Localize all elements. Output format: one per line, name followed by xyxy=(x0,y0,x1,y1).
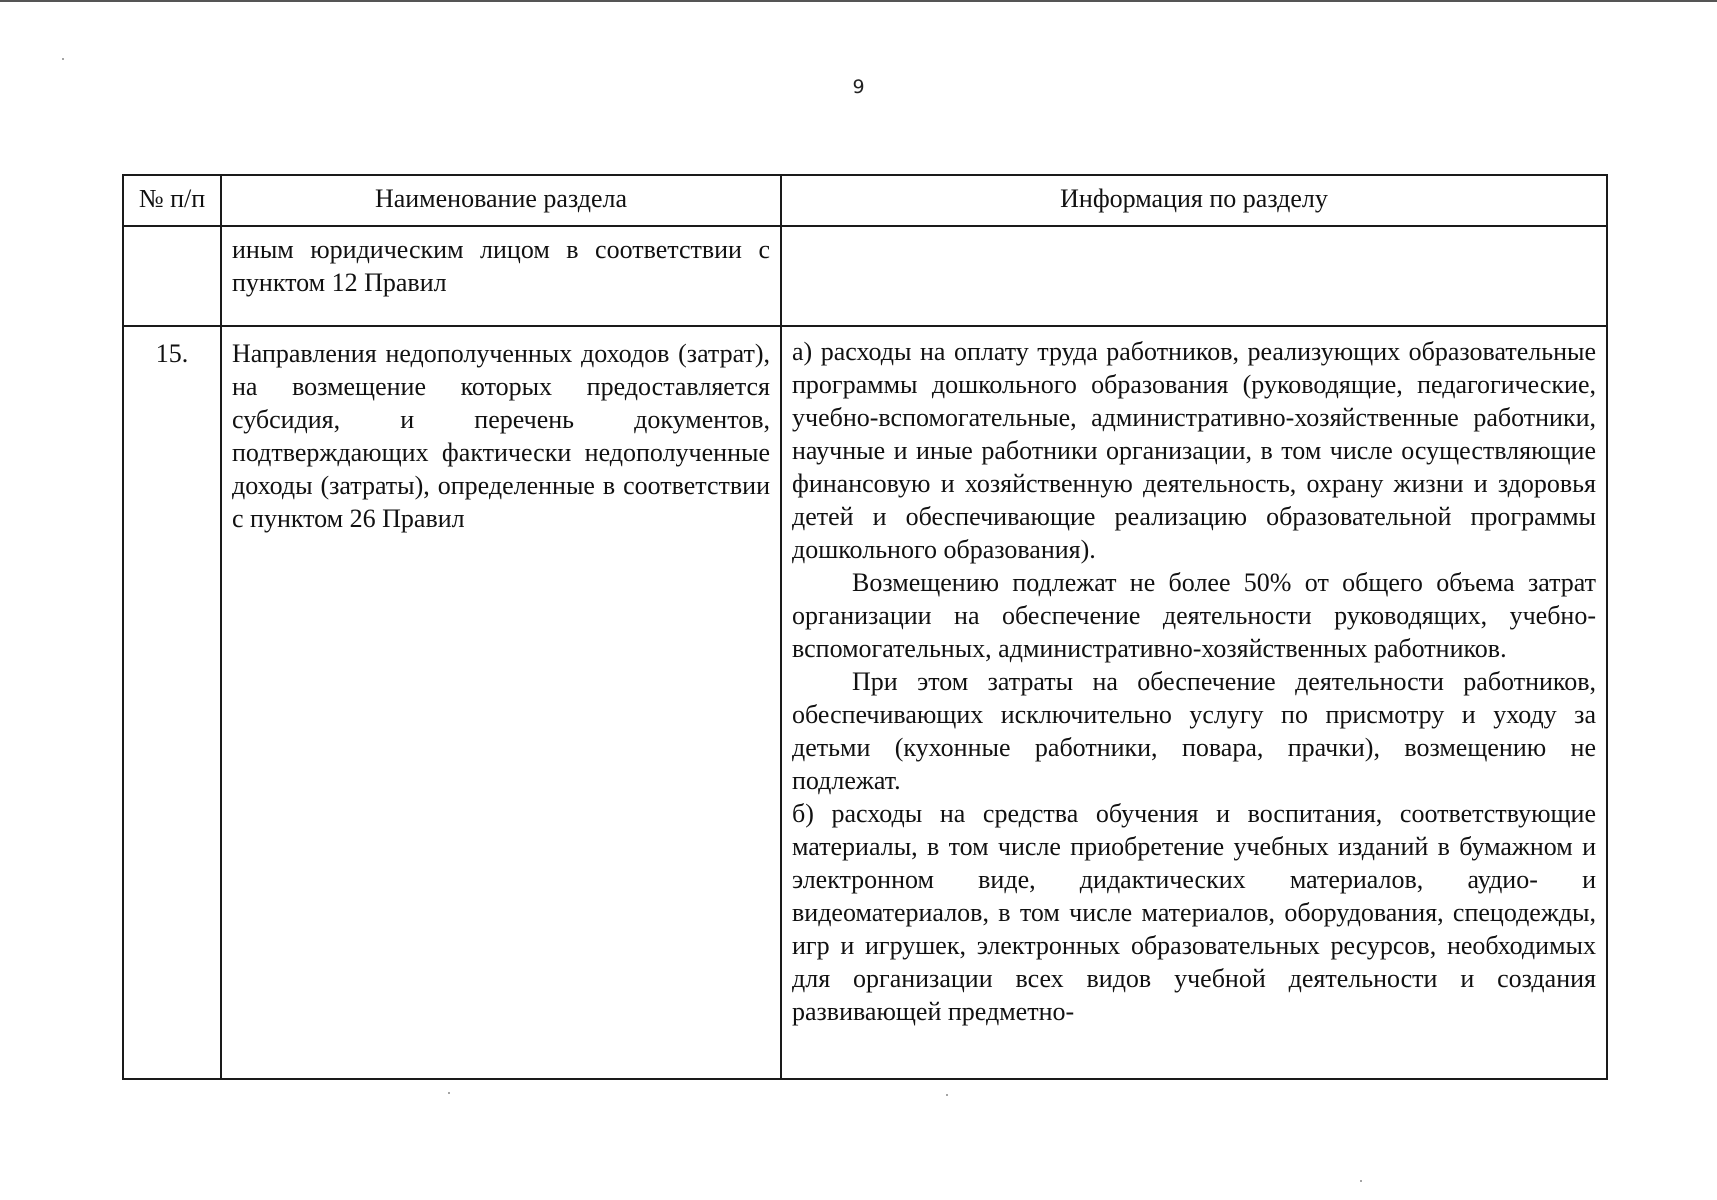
table-row xyxy=(123,326,1607,1079)
document-table xyxy=(122,174,1608,1080)
row-info-cell xyxy=(781,226,1607,326)
header-num: № п/п xyxy=(123,175,221,226)
header-section-name: Наименование раздела xyxy=(221,175,781,226)
scan-speck xyxy=(946,1094,948,1096)
table-row xyxy=(123,226,1607,326)
info-paragraph: При этом затраты на обеспечение деятельности работников, обеспечивающих исключительно услугу по присмотру и уходу за детьми (кухонные работники, повара, прачки), возмещению не подлежат. xyxy=(792,667,1596,795)
scan-top-edge xyxy=(0,0,1717,2)
scan-speck xyxy=(448,1092,450,1094)
scan-speck xyxy=(1360,1180,1362,1182)
row-num-cell: 15. xyxy=(123,326,221,1079)
row-name-cell xyxy=(221,226,781,326)
table-header-row xyxy=(123,175,1607,226)
row-num-cell xyxy=(123,226,221,326)
scan-speck xyxy=(62,58,64,60)
info-paragraph: а) расходы на оплату труда работников, реализующих образовательные программы дошкольного образования (руководящие, педагогические, учебно-вспомогательные, административно-хозяйственные работники, научные и иные работники организации, в том числе осуществляющие финансовую и хозяйственную деятельность, охрану жизни и здоровья детей и обеспечивающие реализацию образовательной программы дошкольного образования). xyxy=(792,337,1596,564)
row-name-text: иным юридическим лицом в соответствии с пунктом 12 Правил xyxy=(232,235,770,297)
header-section-info: Информация по разделу xyxy=(781,175,1607,226)
info-paragraph: б) расходы на средства обучения и воспитания, соответствующие материалы, в том числе приобретение учебных изданий в бумажном и электронном виде, дидактических материалов, аудио- и видеоматериалов, в том числе материалов, оборудования, спецодежды, игр и игрушек, электронных образовательных ресурсов, необходимых для организации всех видов учебной деятельности и создания развивающей предметно- xyxy=(792,799,1596,1026)
page-number: 9 xyxy=(852,76,865,98)
row-info-cell xyxy=(781,326,1607,1079)
row-name-text: Направления недополученных доходов (затрат), на возмещение которых предоставляется субсидия, и перечень документов, подтверждающих фактически недополученные доходы (затраты), определенные в соответствии с пунктом 26 Правил xyxy=(232,339,770,533)
info-paragraph: Возмещению подлежат не более 50% от общего объема затрат организации на обеспечение деятельности руководящих, учебно-вспомогательных, административно-хозяйственных работников. xyxy=(792,568,1596,663)
row-name-cell xyxy=(221,326,781,1079)
